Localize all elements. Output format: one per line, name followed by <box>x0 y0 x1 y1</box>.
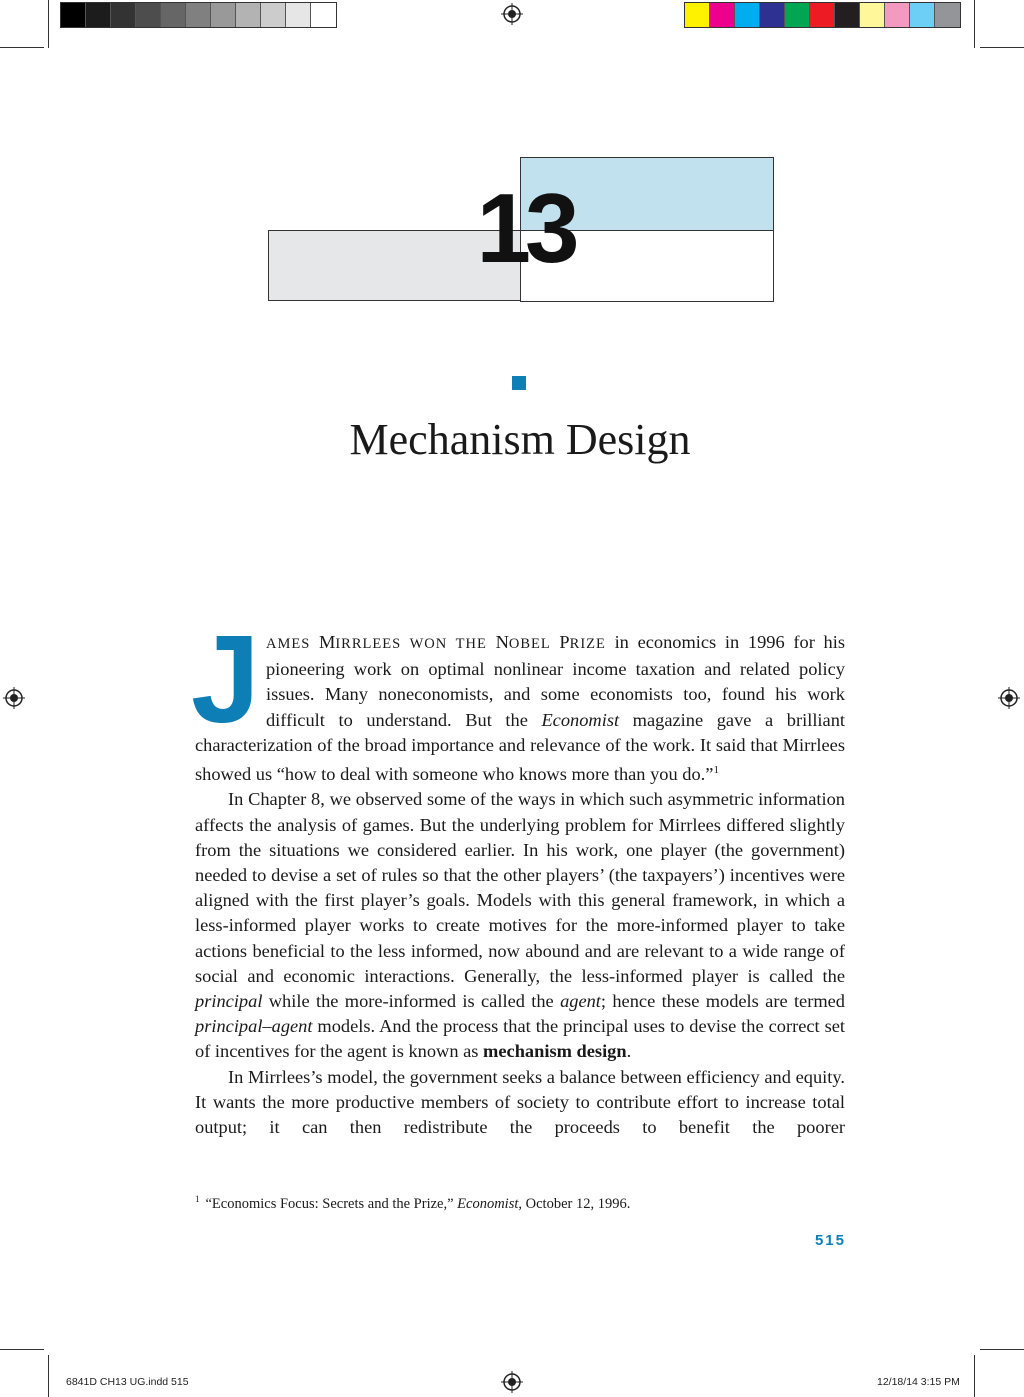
slug-right: 12/18/14 3:15 PM <box>877 1376 960 1388</box>
small-caps-text: AMES <box>265 636 311 652</box>
paragraph-text: while the more-informed is called the <box>262 990 561 1011</box>
crop-mark <box>0 1349 44 1350</box>
registration-mark-icon <box>998 687 1020 709</box>
bold-term: mechanism design <box>483 1041 627 1062</box>
crop-mark <box>974 1355 975 1397</box>
footnote-marker: 1 <box>195 1194 200 1204</box>
paragraph-text: . <box>626 1041 632 1062</box>
color-swatch <box>785 3 810 27</box>
color-swatch <box>860 3 885 27</box>
color-swatch <box>61 3 86 27</box>
crop-mark <box>974 0 975 48</box>
paragraph-text: In Chapter 8, we observed some of the ways in which such asymmetric information affects the analysis of games. But the underlying problem for Mirrlees differed slightly from the situations we considered earlier. In his work, one player (the government) needed to devise a set of rules so that the other players’ (the taxpayers’) incentives were aligned with the first player’s goals. Models with this general framework, in which a less-informed player works to create motives for the more-informed player to take actions beneficial to the less informed, now abound and are relevant to a wide range of social and economic interactions. Generally, the less-informed player is called the <box>195 789 845 986</box>
registration-mark-icon <box>3 687 25 709</box>
process-color-bar <box>684 2 961 28</box>
color-swatch <box>161 3 186 27</box>
color-swatch <box>236 3 261 27</box>
italic-text: principal <box>195 990 263 1011</box>
title-square-ornament <box>512 376 526 390</box>
footnote-ref: 1 <box>713 764 719 777</box>
footnote <box>195 1188 845 1215</box>
registration-mark-icon <box>501 1371 523 1393</box>
crop-mark <box>980 47 1024 48</box>
paragraph-text: in economics in 1996 for his pioneering work on optimal nonlinear income taxation and related policy issues. Many noneconomists, and some economists too, found his work difficult to understand. But the <box>265 632 845 730</box>
slug-left: 6841D CH13 UG.indd 515 <box>66 1376 189 1388</box>
color-swatch <box>835 3 860 27</box>
footnote-italic: Economist <box>457 1195 519 1212</box>
small-caps-text: OBEL <box>508 636 551 652</box>
page-number: 515 <box>814 1232 846 1249</box>
paragraph-text: models. And the process that the principal uses to devise the correct set of incentives for the agent is known as <box>195 1016 845 1062</box>
footnote-text: , October 12, 1996. <box>518 1195 631 1212</box>
color-swatch <box>261 3 286 27</box>
color-swatch <box>211 3 236 27</box>
italic-text: Economist <box>541 709 620 730</box>
crop-mark <box>0 47 44 48</box>
paragraph-text: magazine gave a brilliant characterization of the broad importance and relevance of the work. It said that Mirrlees showed us “how to deal with someone who knows more than you do.” <box>195 709 846 785</box>
color-swatch <box>111 3 136 27</box>
color-swatch <box>810 3 835 27</box>
color-swatch <box>710 3 735 27</box>
small-caps-initial: N <box>495 632 509 652</box>
paragraph-2 <box>195 787 845 1064</box>
paragraph-text: In Mirrlees’s model, the government seeks a balance between efficiency and equity. It wants the more productive members of society to contribute effort to increase total output; it can then redistribute the proceeds to benefit the poorer <box>195 1066 845 1137</box>
gray-color-bar <box>60 2 337 28</box>
color-swatch <box>136 3 161 27</box>
footnote-text: “Economics Focus: Secrets and the Prize,” <box>205 1195 458 1212</box>
italic-text: agent <box>560 990 601 1011</box>
paragraph-1 <box>191 611 846 787</box>
crop-mark <box>980 1349 1024 1350</box>
color-swatch <box>910 3 935 27</box>
paragraph-text: ; hence these models are termed <box>600 990 845 1011</box>
color-swatch <box>86 3 111 27</box>
color-swatch <box>186 3 211 27</box>
color-swatch <box>311 3 336 27</box>
chapter-title: Mechanism Design <box>349 415 691 464</box>
small-caps-initial: P <box>559 632 570 652</box>
color-swatch <box>735 3 760 27</box>
color-swatch <box>760 3 785 27</box>
color-swatch <box>935 3 960 27</box>
color-swatch <box>685 3 710 27</box>
drop-cap: J <box>191 611 260 749</box>
color-swatch <box>885 3 910 27</box>
small-caps-initial: M <box>318 632 336 652</box>
body-text <box>191 611 846 1140</box>
italic-text: principal–agent <box>195 1016 313 1037</box>
paragraph-3 <box>195 1065 845 1141</box>
color-swatch <box>286 3 311 27</box>
small-caps-text: IRRLEES WON THE <box>335 636 487 652</box>
chapter-number: 13 <box>476 173 574 283</box>
crop-mark <box>48 1355 49 1397</box>
crop-mark <box>48 0 49 48</box>
registration-mark-icon <box>501 3 523 25</box>
small-caps-text: RIZE <box>569 636 606 652</box>
